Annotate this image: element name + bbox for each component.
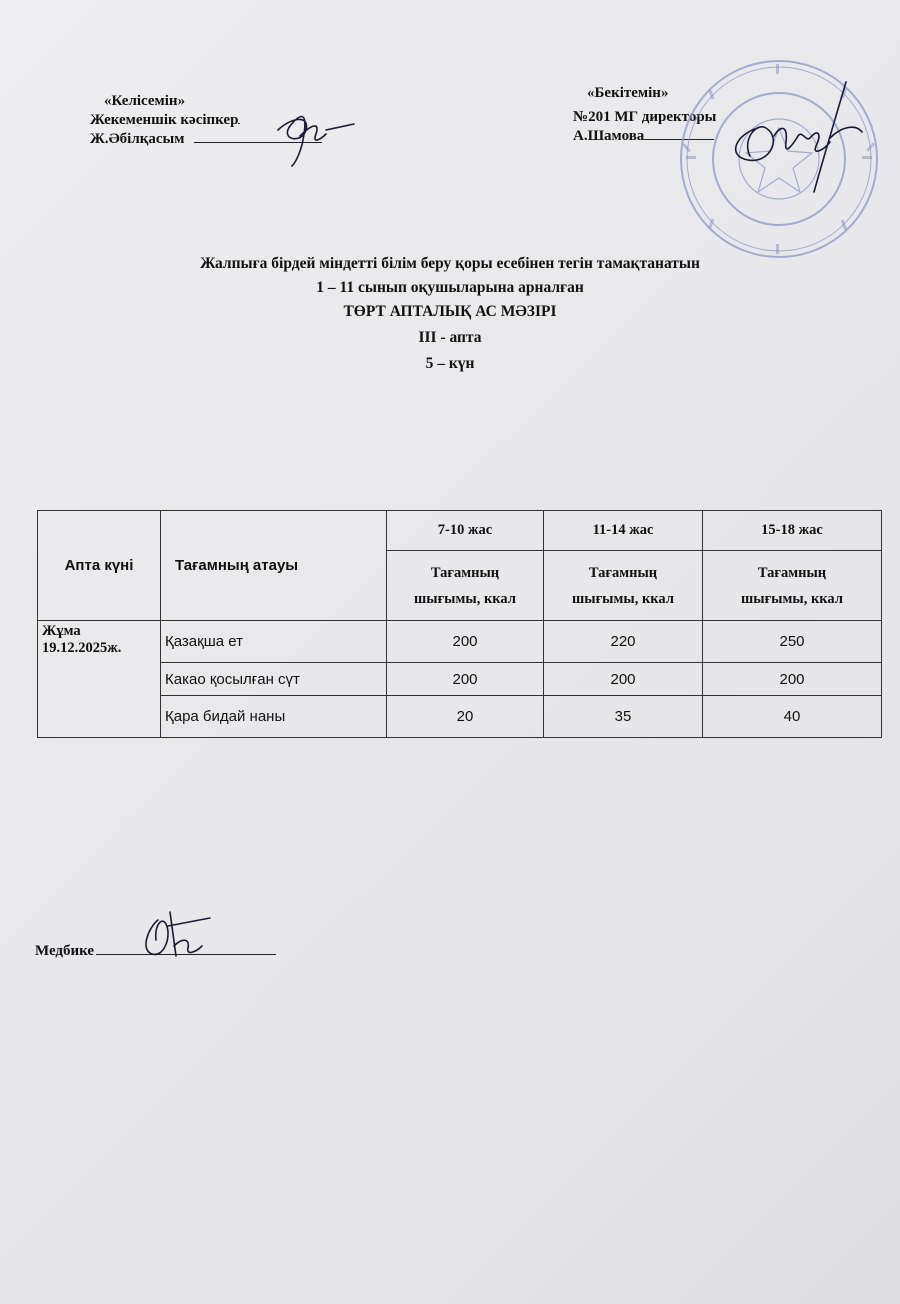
- header-age-7-10: 7-10 жас: [387, 511, 544, 551]
- subheader-yield-3: [703, 551, 882, 621]
- menu-table: [37, 510, 882, 738]
- value-15-18: 40: [703, 696, 882, 738]
- dish-name: Какао қосылған сүт: [161, 663, 387, 696]
- subheader-yield-2: [544, 551, 703, 621]
- signature-left: [250, 100, 360, 170]
- table-row: [38, 696, 882, 738]
- title-line-3: ТӨРТ АПТАЛЫҚ АС МӘЗІРІ: [343, 303, 557, 320]
- title-line-2: 1 – 11 сынып оқушыларына арналған: [316, 279, 584, 296]
- title-line-1: Жалпыға бірдей міндетті білім беру қоры есебінен тегін тамақтанатын: [200, 255, 700, 272]
- subheader-yield-1: [387, 551, 544, 621]
- value-11-14: 200: [544, 663, 703, 696]
- header-age-11-14: 11-14 жас: [544, 511, 703, 551]
- value-11-14: 35: [544, 696, 703, 738]
- approval-right-title: «Бекітемін»: [587, 85, 669, 101]
- day-name: Жұма: [42, 623, 81, 639]
- value-11-14: 220: [544, 621, 703, 663]
- table-row: [38, 663, 882, 696]
- nurse-label: Медбике: [35, 943, 95, 959]
- table-row: [38, 621, 882, 663]
- approval-left-name: Ж.Әбілқасым: [90, 131, 185, 147]
- menu-title-block: [0, 252, 900, 376]
- table-header-row: [38, 511, 882, 551]
- day-cell: [38, 621, 161, 738]
- value-7-10: 20: [387, 696, 544, 738]
- value-7-10: 200: [387, 621, 544, 663]
- value-7-10: 200: [387, 663, 544, 696]
- approval-right-name: А.Шамова: [573, 128, 645, 144]
- yield-label-2b: шығымы, ккал: [572, 590, 674, 607]
- dish-name: Қазақша ет: [161, 621, 387, 663]
- header-day: Апта күні: [38, 511, 161, 621]
- title-week: ІІІ - апта: [418, 329, 482, 346]
- signature-nurse: [130, 906, 220, 966]
- yield-label-1a: Тағамның: [430, 564, 500, 581]
- yield-label-2a: Тағамның: [588, 564, 658, 581]
- yield-label-3a: Тағамның: [757, 564, 827, 581]
- value-15-18: 200: [703, 663, 882, 696]
- dish-name: Қара бидай наны: [161, 696, 387, 738]
- approval-right-position: №201 МГ директоры: [573, 109, 717, 125]
- header-dish-name: Тағамның атауы: [161, 511, 387, 621]
- approval-left-position-line: [238, 123, 240, 124]
- yield-label-1b: шығымы, ккал: [414, 590, 516, 607]
- yield-label-3b: шығымы, ккал: [741, 590, 843, 607]
- title-day: 5 – күн: [425, 355, 475, 372]
- approval-left-title: «Келісемін»: [104, 93, 186, 109]
- day-date: 19.12.2025ж.: [42, 640, 122, 656]
- header-age-15-18: 15-18 жас: [703, 511, 882, 551]
- value-15-18: 250: [703, 621, 882, 663]
- approval-left-position-text: Жекеменшік кәсіпкер: [90, 112, 239, 128]
- signature-right: [696, 76, 866, 196]
